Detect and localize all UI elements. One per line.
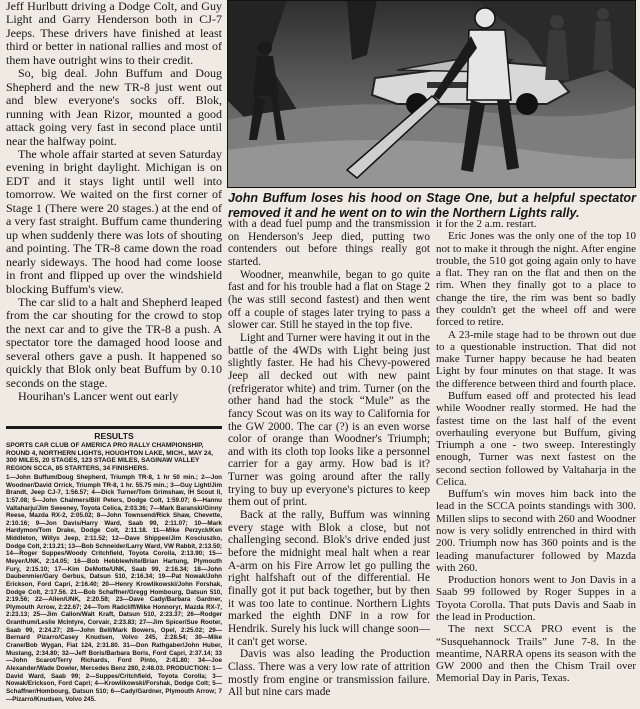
paragraph: with a dead fuel pump and the transmission on Henderson's Jeep died, putting two contenders out before things really got started. xyxy=(228,218,430,268)
paragraph: Back at the rally, Buffum was winning every stage with Blok a close, but not challenging second. Blok's drive ended just before the midnight meal halt when a rear A-arm on his Fire Arrow let go pulling the right halfshaft out of the differential. He finally got it put back together, but by then it was too late to continue. Northern Lights marked the eighth DNF in a row for Hendrik. Surely his luck will change soon—it can't get worse. xyxy=(228,509,430,648)
paragraph: Light and Turner were having it out in the battle of the 4WDs with Light being just slightly faster. He had his Chevy-powered Jeep all decked out with new paint (refrigerator white) and trim. Turner (on the other hand had the stock “Mule” as the fancy Scout was on its way to California for the GW 2000. The car (?) is an even worse color of orange than Woodner's Triumph; and with its cloth top looks like a personnel carrier for a gay army. How bad is it? Turner was going around after the rally trying to buy up everyone's pictures to keep them out of print. xyxy=(228,331,430,509)
photo-caption: John Buffum loses his hood on Stage One, but a helpful spectator removed it and he went on to win the Northern Lights rally. xyxy=(228,191,636,220)
paragraph: The whole affair started at seven Saturday evening in bright daylight. Michigan is on EDT and it stays light until well into tomorrow. We waited on the first corner of Stage 1 (There were 20 stages.) at the end of a very fast straight. Buffum came thundering up when suddenly there was lots of shouting and pointing. The TR-8 came down the road nearly sideways. The hood had come loose in front and flipped up over the windshield blocking Buffum's view. xyxy=(6,146,222,296)
article-column-3 xyxy=(436,218,636,709)
paragraph: A 23-mile stage had to be thrown out due to a questionable instruction. That did not make Turner happy because he had beaten Light by four minutes on that stage. It was the difference between third and fourth place. xyxy=(436,328,636,390)
paragraph: Davis was also leading the Production Class. There was a very low rate of attrition mostly from engine or transmission failure. All but nine cars made xyxy=(228,648,430,699)
results-title: RESULTS xyxy=(94,431,134,441)
paragraph: Woodner, meanwhile, began to go quite fast and for his trouble had a flat on Stage 2 (he was still second fastest) and then went off a couple of stages later trying to pass a slower car. Still he stayed in the top five. xyxy=(228,268,430,332)
results-rule xyxy=(6,426,222,429)
results-header: SPORTS CAR CLUB OF AMERICA PRO RALLY CHAMPIONSHIP, ROUND 4, NORTHERN LIGHTS, HOUGHTON LAKE, MICH., MAY 24, 300 MILES, 20 STAGES, 123 STAGE MILES, SAGINAW VALLEY REGION SCCA, 85 STARTERS, 34 FINISHERS. xyxy=(6,442,213,473)
paragraph: So, big deal. John Buffum and Doug Shepherd and the new TR-8 just went out and blew everyone's socks off. Blok, running with Jean Rizor, mounted a good attack going very fast in second place until near the halfway point. xyxy=(6,66,222,148)
results-body: 1—John Buffum/Doug Shepherd, Triumph TR-8, 1 hr 50 min.; 2—Jon Woodner/David Orrick, Triumph TR-8, 1 hr. 55.75 min.; 3—Guy Light/Jim Brandt, Jeep CJ-7, 1:56.57; 4—Dick Turner/Tom Grimshaw, IH Scout II, 1:57.08; 5—John Chalmers/Bill Peters, Dodge Colt, 1:59.07; 6—Hannu Valtaharju/Jim Sweeney, Toyota Celica, 2:03.36; 7—Mark Baranski/Ginny Reese, Mazda RX-2, 2:05.02; 8—John Townsend/Rick Shaw, Chevette, 2:10.16; 9—Jon Davis/Harry Ward, Saab 99, 2:11.07; 10—Mark Hardymon/Tom Drake, Dodge Colt, 2:11.18. 11—Mike Perzyck/Ken Middleton, Willys Jeep, 2:11.52; 12—Dave Shippee/Jim Kosciuszko, Dodge Colt, 2:13.21; 13—Bob Schneider/Larry Ward, VW Rabbit, 2:13.50; 14—Roger Suppes/Woody Critchfield, Toyota Corolla, 2:13.90; 15—Meyer/UNK, 2:14.05; 16—Bob Hebblewhite/Brian Hartung, Plymouth Fury, 2:15.10; 17—Kim DeMotte/UNK, Saab 99, 2:16.34; 18—John Daubenmier/Gary Gerbus, Datsun 510, 2:16.34; 19—Pat Nowak/John Erickson, Ford Capri, 2:16.40; 20—Henry Krowlikowski/John Forshak, Dodge Colt, 2:17.56. 21—Bob Schaffner/Gregg Hombourg, Datsun 510, 2:19.56; 22—Allen/UNK, 2:20.58; 23—Dave Cady/Barbara Gardner, Plymouth Arrow, 2:22.67; 24—Tom Radcliff/Mike Honnoryr, Mazda RX-7, 2:23.13; 25—Jim Callon/Walt Kraft, Datsun 510, 2:23.37; 26—Rodger Granthum/Leslie McIntyre, Corvair, 2:23.83; 27—Jim Spicer/Sue Rooter, Saab 99, 2:24.27; 28—John Bell/Mark Bowers, Opel, 2:25.02; 29—Bernard Pizarro/Casey Knudsen, Volvo 245, 2:28.54; 30—Mike Crane/Bob Wygan, Fiat 124, 2:31.80. 31—Don Rathgaber/John Huber, Mustang, 2:34.80; 32—Jeff Boris/Barbara Boris, Ford Capri, 2:37.14; 33—John Scarot/Terry Richards, Ford Pinto, 2:41.80; 34—Joe Alexander/Wade Dowler, Mercedes Benz 280, 2:48.03. PRODUCTION: 1—David Ward, Saab 99; 2—Suppes/Critchfield, Toyota Corolla; 3—Nowak/Erickson, Ford Capri; 4—Krowlikowski/Forshak, Dodge Colt; 5—Schaffner/Hombourg, Datsun 510; 6—Cady/Gardner, Plymouth Arrow; 7—Pizarro/Knudsen, Volvo 245. xyxy=(6,473,222,703)
rally-photo xyxy=(227,0,636,188)
results-box xyxy=(6,426,222,709)
paragraph: Buffum eased off and protected his lead while Woodner really stormed. He had the fastest time on the last half of the event overhauling everyone but Buffum, giving Triumph a one - two sweep. Interestingly enough, Turner was next fastest on the second section followed by Valtaharja in the Celica. xyxy=(436,389,636,488)
paragraph: The car slid to a halt and Shepherd leaped from the car shouting for the crowd to stop the next car and to give the TR-8 a push. A spectator tore the damaged hood loose and several others gave a push. It happened so quickly that Blok only beat Buffum by 0.10 seconds on the stage. xyxy=(6,294,222,390)
paragraph: The next SCCA PRO event is the “Susquehannock Trails” June 7-8. In the meantime, NARRA opens its season with the GW 2000 and then the Chism Trail over Memorial Day in Paris, Texas. xyxy=(436,623,636,685)
paragraph: it for the 2 a.m. restart. xyxy=(436,218,537,230)
article-column-2 xyxy=(228,218,430,709)
paragraph: Production honors went to Jon Davis in a Saab 99 followed by Roger Suppes in a Toyota Corolla. That puts Davis and Saab in the lead in Production. xyxy=(436,574,636,623)
paragraph: Eric Jones was the only one of the top 10 not to make it through the night. After engine trouble, the 510 got going again only to have a flat. They ran on the flat and then on the rim. When they finally got to a place to change the tire, the rim was bent so badly they couldn't get the wheel off and were forced to retire. xyxy=(436,230,636,329)
paragraph: Hourihan's Lancer went out early xyxy=(18,389,179,404)
paragraph: Jeff Hurlbutt driving a Dodge Colt, and Guy Light and Garry Henderson both in CJ-7 Jeeps. These drivers have finished at least third or better in national rallies and most of them have outright wins to their credit. xyxy=(6,0,222,67)
article-column-1 xyxy=(6,0,222,420)
paragraph: Buffum's win moves him back into the lead in the SCCA points standings with 300. Millen slips to second with 260 and Woodner now is very solidly entrenched in third with 200. Triumph now has 360 points and is the leading manufacturer followed by Mazda with 260. xyxy=(436,488,636,574)
rally-photo-image xyxy=(227,0,636,188)
